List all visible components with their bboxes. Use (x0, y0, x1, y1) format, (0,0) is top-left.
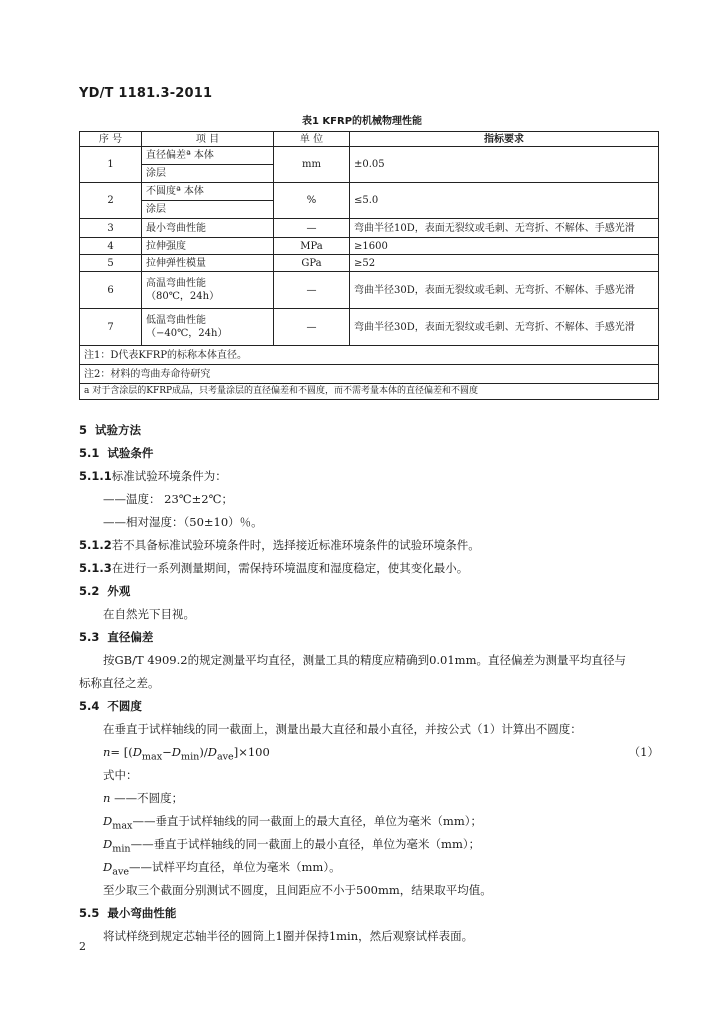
table-row (80, 309, 659, 346)
section-5-1-heading: 5.1 试验条件 (79, 446, 154, 460)
section-5-3-text: 按GB/T 4909.2的规定测量平均直径，测量工具的精度应精确到0.01mm。直径偏差为测量平均直径与 (103, 653, 626, 667)
row-requirement: 弯曲半径30D，表面无裂纹或毛刺、无弯折、不解体、手感光滑 (350, 309, 659, 346)
temperature-condition: ——温度： 23℃±2℃； (103, 492, 233, 506)
table-note-2: 注2：材料的弯曲寿命待研究 (80, 365, 659, 384)
row-no: 4 (80, 238, 142, 255)
row-item: 不圆度ª 本体 (142, 183, 273, 201)
row-unit: — (274, 219, 350, 238)
table-note-row (80, 346, 659, 365)
row-unit: MPa (274, 238, 350, 255)
col-header-unit: 单 位 (274, 132, 350, 147)
table-caption: 表1 KFRP的机械物理性能 (301, 116, 423, 127)
row-no: 3 (80, 219, 142, 238)
table-row (80, 272, 659, 309)
row-item: 直径偏差ª 本体 (142, 147, 273, 165)
humidity-condition: ——相对湿度：（50±10）％。 (103, 515, 263, 529)
row-unit: mm (274, 147, 350, 183)
clause-5-1-1: 5.1.1标准试验环境条件为： (79, 469, 227, 483)
table-note-row (80, 384, 659, 400)
row-requirement: ≥1600 (350, 238, 659, 255)
section-5-5-text: 将试样绕到规定芯轴半径的圆筒上1圈并保持1min，然后观察试样表面。 (103, 929, 474, 943)
table-header-row (80, 132, 659, 147)
table-row (80, 255, 659, 272)
section-5-4-closing: 至少取三个截面分别测试不圆度，且间距应不小于500mm，结果取平均值。 (103, 883, 492, 897)
definition-dmax: $D_{max}——$垂直于试样轴线的同一截面上的最大直径，单位为毫米（mm）； (103, 814, 482, 832)
properties-table (79, 131, 659, 400)
row-unit: — (274, 272, 350, 309)
where-label: 式中： (103, 768, 138, 782)
table-note-1: 注1：D代表KFRP的标称本体直径。 (80, 346, 659, 365)
equation-number: （1） (628, 745, 659, 759)
table-row (80, 238, 659, 255)
table-footnote-a: a 对于含涂层的KFRP成品，只考量涂层的直径偏差和不圆度，而不需考量本体的直径偏差和不圆度 (80, 384, 659, 400)
row-no: 7 (80, 309, 142, 346)
section-5-2-heading: 5.2 外观 (79, 584, 131, 598)
row-item: 最小弯曲性能 (142, 219, 274, 238)
row-unit: GPa (274, 255, 350, 272)
formula-expression: $n= [(D_{max}-D_{min})/D_{ave}]\times 100$ (103, 745, 270, 763)
definition-n: n ——不圆度； (103, 791, 184, 805)
row-unit: % (274, 183, 350, 219)
definition-dmin: $D_{min}——$垂直于试样轴线的同一截面上的最小直径，单位为毫米（mm）； (103, 837, 481, 855)
document-code: YD/T 1181.3-2011 (79, 86, 213, 101)
table-row (80, 219, 659, 238)
row-requirement: ≥52 (350, 255, 659, 272)
section-5-2-text: 在自然光下目视。 (103, 607, 195, 621)
row-no: 2 (80, 183, 142, 219)
row-no: 1 (80, 147, 142, 183)
col-header-requirement: 指标要求 (350, 132, 659, 147)
row-item: 涂层 (146, 168, 166, 179)
table-row (80, 147, 659, 183)
row-item: 低温弯曲性能 (146, 315, 206, 326)
row-requirement: 弯曲半径30D，表面无裂纹或毛刺、无弯折、不解体、手感光滑 (350, 272, 659, 309)
row-requirement: ≤5.0 (350, 183, 659, 219)
col-header-no: 序 号 (80, 132, 142, 147)
row-no: 6 (80, 272, 142, 309)
row-requirement: ±0.05 (350, 147, 659, 183)
row-item: 高温弯曲性能 (146, 278, 206, 289)
clause-5-1-2: 5.1.2若不具备标准试验环境条件时，选择接近标准环境条件的试验环境条件。 (79, 538, 480, 552)
table-row (80, 183, 659, 219)
page-number: 2 (79, 940, 86, 953)
row-item: 拉伸强度 (142, 238, 274, 255)
row-item: 拉伸弹性模量 (142, 255, 274, 272)
table-note-row (80, 365, 659, 384)
row-item: 涂层 (146, 204, 166, 215)
definition-dave: $D_{ave}——$试样平均直径，单位为毫米（mm）。 (103, 860, 341, 878)
section-5-5-heading: 5.5 最小弯曲性能 (79, 906, 177, 920)
row-item-condition: （80℃，24h） (146, 291, 220, 302)
row-no: 5 (80, 255, 142, 272)
formula-1 (79, 741, 659, 764)
section-5-4-text: 在垂直于试样轴线的同一截面上，测量出最大直径和最小直径，并按公式（1）计算出不圆度： (103, 722, 582, 736)
row-unit: — (274, 309, 350, 346)
document-body (79, 419, 659, 948)
section-5-3-text-cont: 标称直径之差。 (79, 676, 160, 690)
col-header-item: 项 目 (142, 132, 274, 147)
clause-5-1-3: 5.1.3在进行一系列测量期间，需保持环境温度和湿度稳定，使其变化最小。 (79, 561, 469, 575)
row-item-condition: （−40℃，24h） (146, 328, 228, 339)
section-5-4-heading: 5.4 不圆度 (79, 699, 142, 713)
section-5-3-heading: 5.3 直径偏差 (79, 630, 154, 644)
section-5-heading: 5 试验方法 (79, 423, 142, 437)
row-requirement: 弯曲半径10D，表面无裂纹或毛刺、无弯折、不解体、手感光滑 (350, 219, 659, 238)
